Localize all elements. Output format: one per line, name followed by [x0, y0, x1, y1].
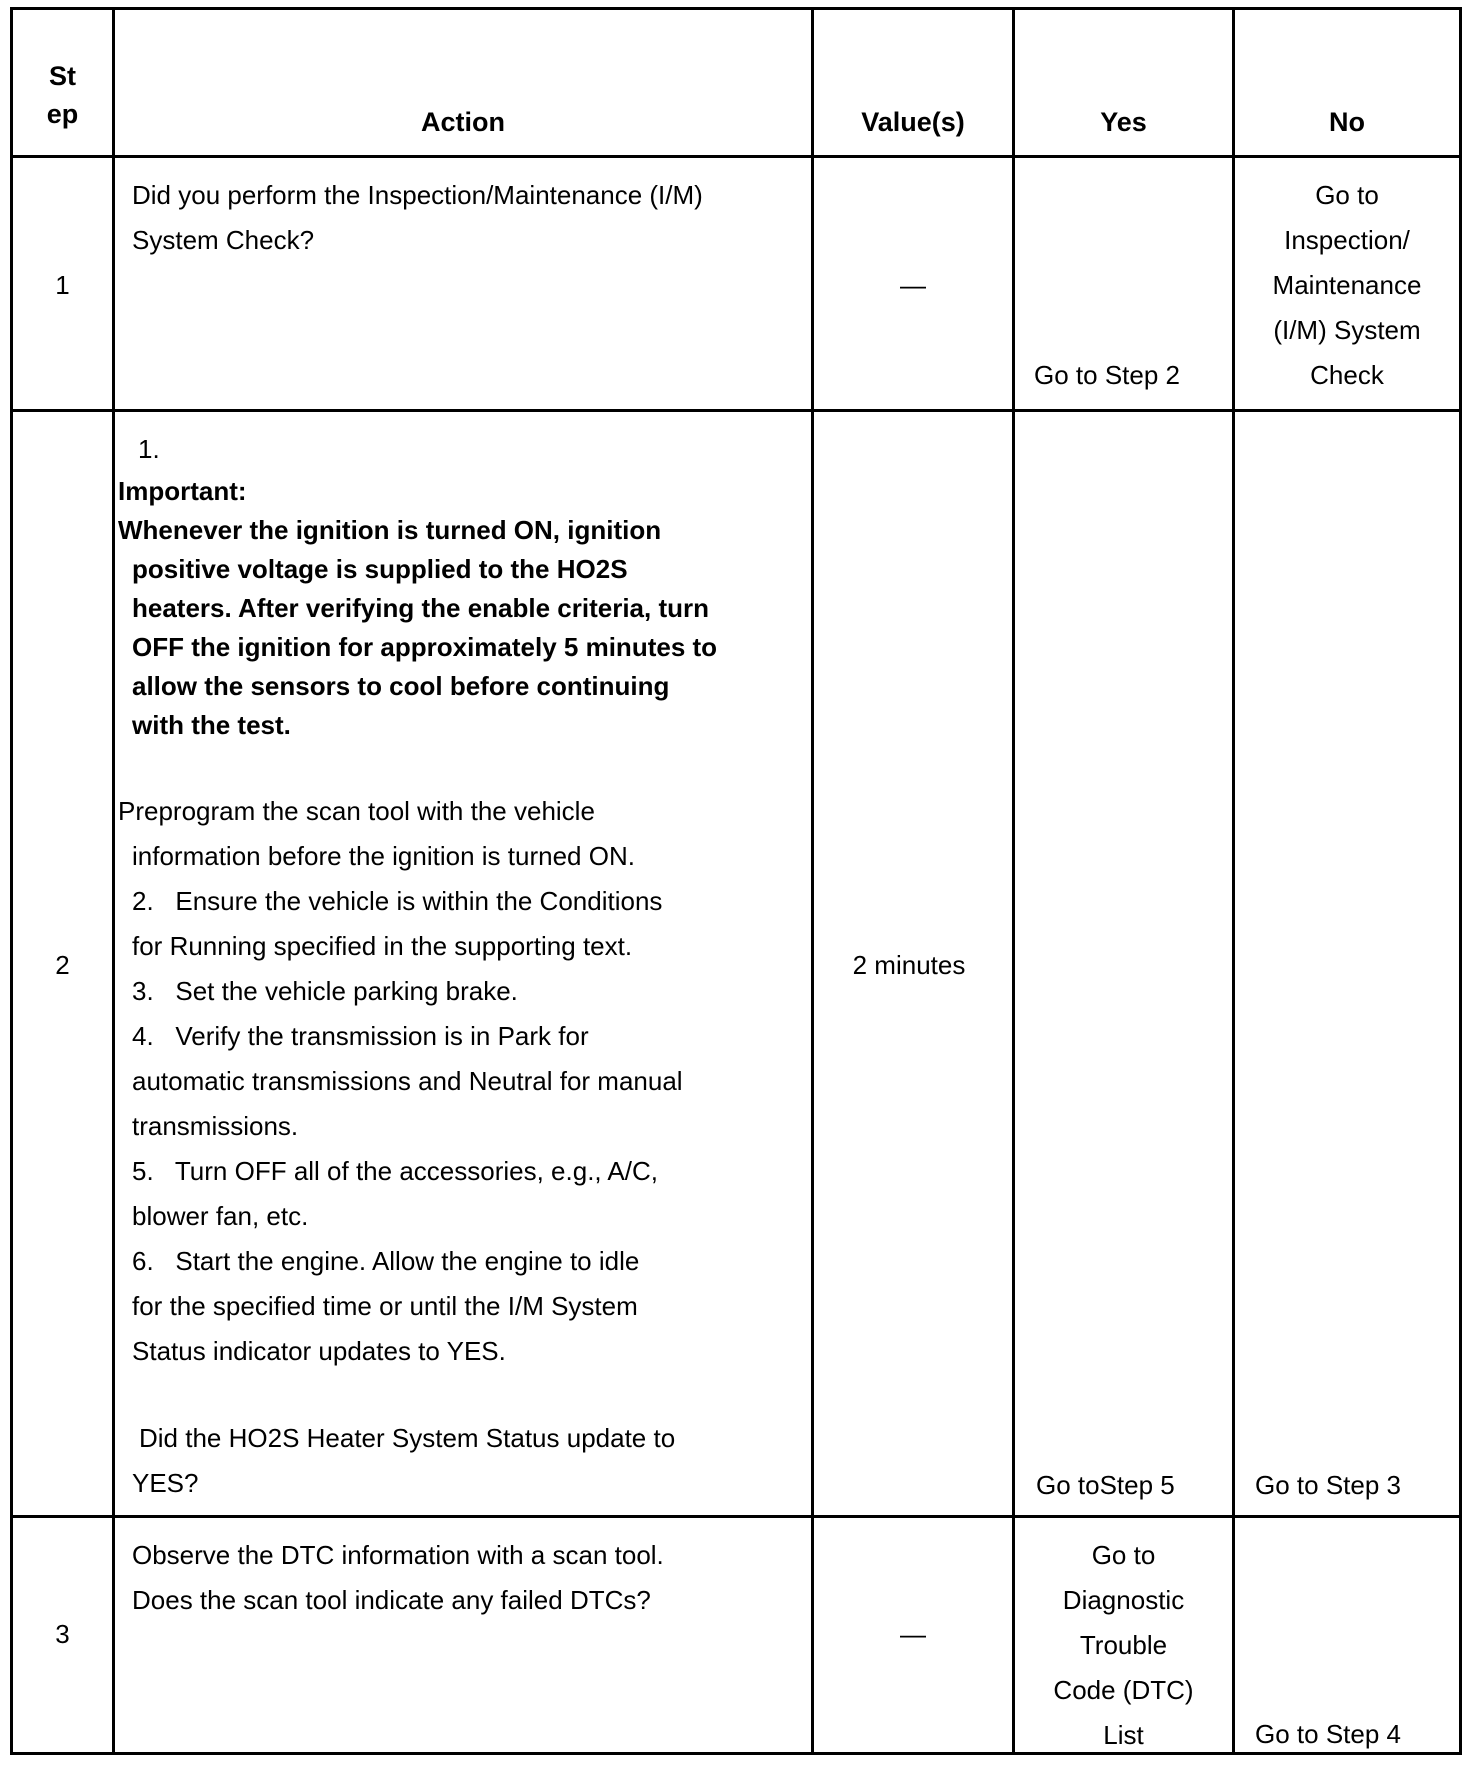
row2-action — [118, 427, 808, 1506]
important-text-line: heaters. After verifying the enable criteria, turn — [132, 593, 709, 623]
col-separator — [1012, 7, 1015, 1755]
instruction-line: 5. Turn OFF all of the accessories, e.g., A/C, — [132, 1156, 658, 1186]
row2-value: 2 minutes — [852, 950, 966, 980]
important-text-line: allow the sensors to cool before continuing — [132, 671, 670, 701]
important-label: Important: — [118, 476, 247, 506]
header-step-line: ep — [46, 99, 79, 129]
instruction-line: 4. Verify the transmission is in Park for — [132, 1021, 589, 1051]
instruction-line: for the specified time or until the I/M System — [132, 1291, 638, 1321]
table-border-top — [10, 7, 1462, 10]
important-text-line: OFF the ignition for approximately 5 minutes to — [132, 632, 718, 662]
diagnostic-table — [10, 7, 1462, 1755]
action-line: Does the scan tool indicate any failed DTCs? — [132, 1585, 651, 1615]
no-line: Inspection/ — [1284, 225, 1410, 255]
yes-line: Go to — [1091, 1540, 1156, 1570]
no-line: Go to — [1315, 180, 1379, 210]
row-separator — [10, 409, 1462, 412]
action-line: System Check? — [132, 225, 315, 255]
question-line: Did the HO2S Heater System Status update to — [139, 1423, 676, 1453]
row2-no: Go to Step 3 — [1255, 1470, 1401, 1500]
instruction-line: 6. Start the engine. Allow the engine to idle — [132, 1246, 640, 1276]
no-line: Maintenance — [1272, 270, 1422, 300]
important-text-line: Whenever the ignition is turned ON, ignition — [118, 515, 662, 545]
header-step-line: St — [49, 61, 76, 91]
instruction-line: information before the ignition is turned ON. — [132, 841, 635, 871]
row3-no: Go to Step 4 — [1255, 1719, 1401, 1749]
action-line: Did you perform the Inspection/Maintenance (I/M) — [132, 180, 703, 210]
instruction-line: 2. Ensure the vehicle is within the Conditions — [132, 886, 663, 916]
row3-step: 3 — [55, 1619, 70, 1649]
yes-line: Trouble — [1079, 1630, 1168, 1660]
row1-value: — — [900, 270, 926, 300]
instruction-line: Status indicator updates to YES. — [132, 1336, 506, 1366]
header-yes: Yes — [1100, 107, 1147, 137]
row-separator — [10, 1515, 1462, 1518]
header-step — [13, 57, 112, 133]
header-no: No — [1329, 107, 1365, 137]
important-text-line: with the test. — [132, 710, 291, 740]
table-border-bottom — [10, 1752, 1462, 1755]
instruction-line: 3. Set the vehicle parking brake. — [132, 976, 518, 1006]
header-values: Value(s) — [861, 107, 965, 137]
row1-step: 1 — [55, 270, 70, 300]
row2-yes: Go toStep 5 — [1036, 1470, 1175, 1500]
important-text-line: positive voltage is supplied to the HO2S — [132, 554, 628, 584]
yes-line: Diagnostic — [1062, 1585, 1185, 1615]
table-border-right — [1459, 7, 1462, 1755]
no-line: (I/M) System — [1273, 315, 1421, 345]
row1-action — [132, 173, 802, 263]
no-line: Check — [1310, 360, 1384, 390]
header-separator — [10, 155, 1462, 158]
col-separator — [112, 7, 115, 1755]
row1-yes: Go to Step 2 — [1034, 360, 1180, 390]
instruction-line: Preprogram the scan tool with the vehicle — [118, 796, 595, 826]
row3-action — [132, 1533, 802, 1623]
instruction-line: transmissions. — [132, 1111, 299, 1141]
row1-no — [1235, 173, 1459, 398]
instruction-line: automatic transmissions and Neutral for manual — [132, 1066, 683, 1096]
question-line: YES? — [132, 1468, 199, 1498]
step-number: 1. — [138, 434, 160, 464]
yes-line: Code (DTC) — [1053, 1675, 1194, 1705]
action-line: Observe the DTC information with a scan tool. — [132, 1540, 664, 1570]
row2-step: 2 — [55, 950, 70, 980]
yes-line: List — [1103, 1720, 1144, 1750]
instruction-line: blower fan, etc. — [132, 1201, 309, 1231]
row3-value: — — [900, 1619, 926, 1649]
row3-yes — [1015, 1533, 1232, 1758]
instruction-line: for Running specified in the supporting text. — [132, 931, 633, 961]
header-action: Action — [421, 107, 505, 137]
